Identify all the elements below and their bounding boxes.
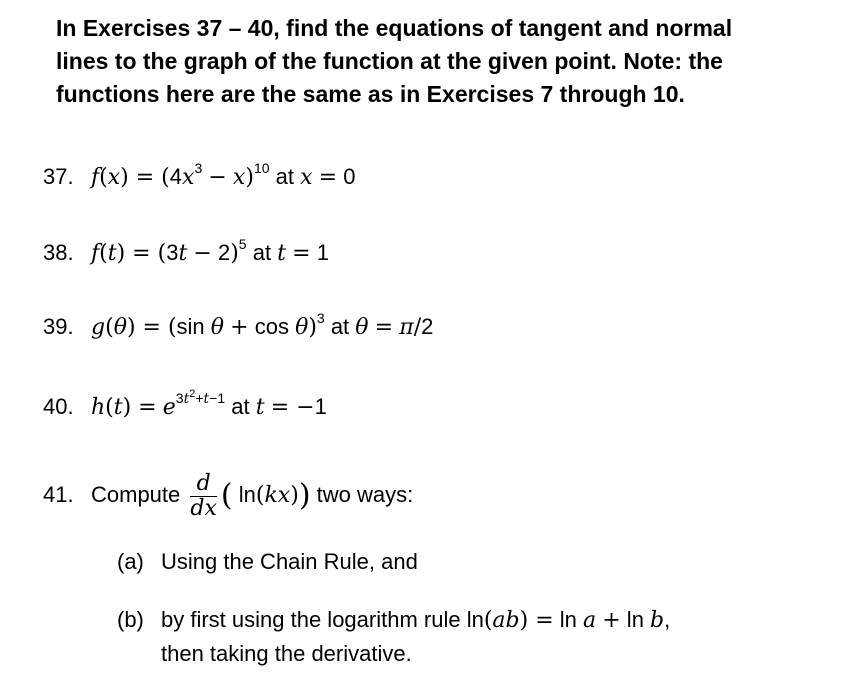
exercise-number: 38.	[43, 240, 74, 265]
derivative-operator: $\frac{d}{dx}$	[190, 470, 217, 521]
part-a-text: Using the Chain Rule, and	[161, 549, 418, 574]
part-b-label: (b)	[117, 607, 144, 632]
part-b-text-2: then taking the derivative.	[161, 641, 412, 666]
part-a	[117, 545, 418, 578]
heading-line-3: functions here are the same as in Exercises 7 through 10.	[56, 81, 685, 107]
log-rule-formula: ln(ab) = ln a + ln b,	[466, 607, 671, 633]
exercise-41-prefix: Compute	[91, 482, 181, 507]
exercise-40-formula: $h(t) = e^{3t^2+t-1}$ at t = −1	[91, 388, 327, 420]
part-b-text-1: by first using the logarithm rule	[161, 607, 461, 632]
exercise-number: 39.	[43, 314, 74, 339]
heading-line-2: lines to the graph of the function at the given point. Note: the	[56, 48, 723, 74]
exercise-37	[43, 162, 355, 193]
exercise-number: 41.	[43, 482, 74, 507]
exercise-number: 37.	[43, 164, 74, 189]
exercise-number: 40.	[43, 394, 74, 419]
exercise-39	[43, 312, 433, 343]
exercise-38	[43, 238, 329, 269]
exercise-41	[43, 466, 413, 525]
exercise-41-formula: ( ln(kx))	[220, 478, 311, 513]
exercise-38-formula: $f(t) = (3t - 2)^5$ at t = 1	[91, 236, 329, 266]
heading-line-1: In Exercises 37 – 40, find the equations of tangent and normal	[56, 15, 733, 41]
exercise-37-formula: $f(x) = (4x^3 - x)^{10}$ at x = 0	[91, 160, 356, 190]
part-a-label: (a)	[117, 549, 144, 574]
instructions-heading	[56, 12, 756, 111]
exercise-41-suffix: two ways:	[316, 482, 414, 507]
exercise-40	[43, 388, 327, 423]
exercise-39-formula: g(θ) = (sin θ + cos θ)$^3$ at θ = π/2	[91, 310, 434, 340]
part-b	[117, 603, 670, 670]
